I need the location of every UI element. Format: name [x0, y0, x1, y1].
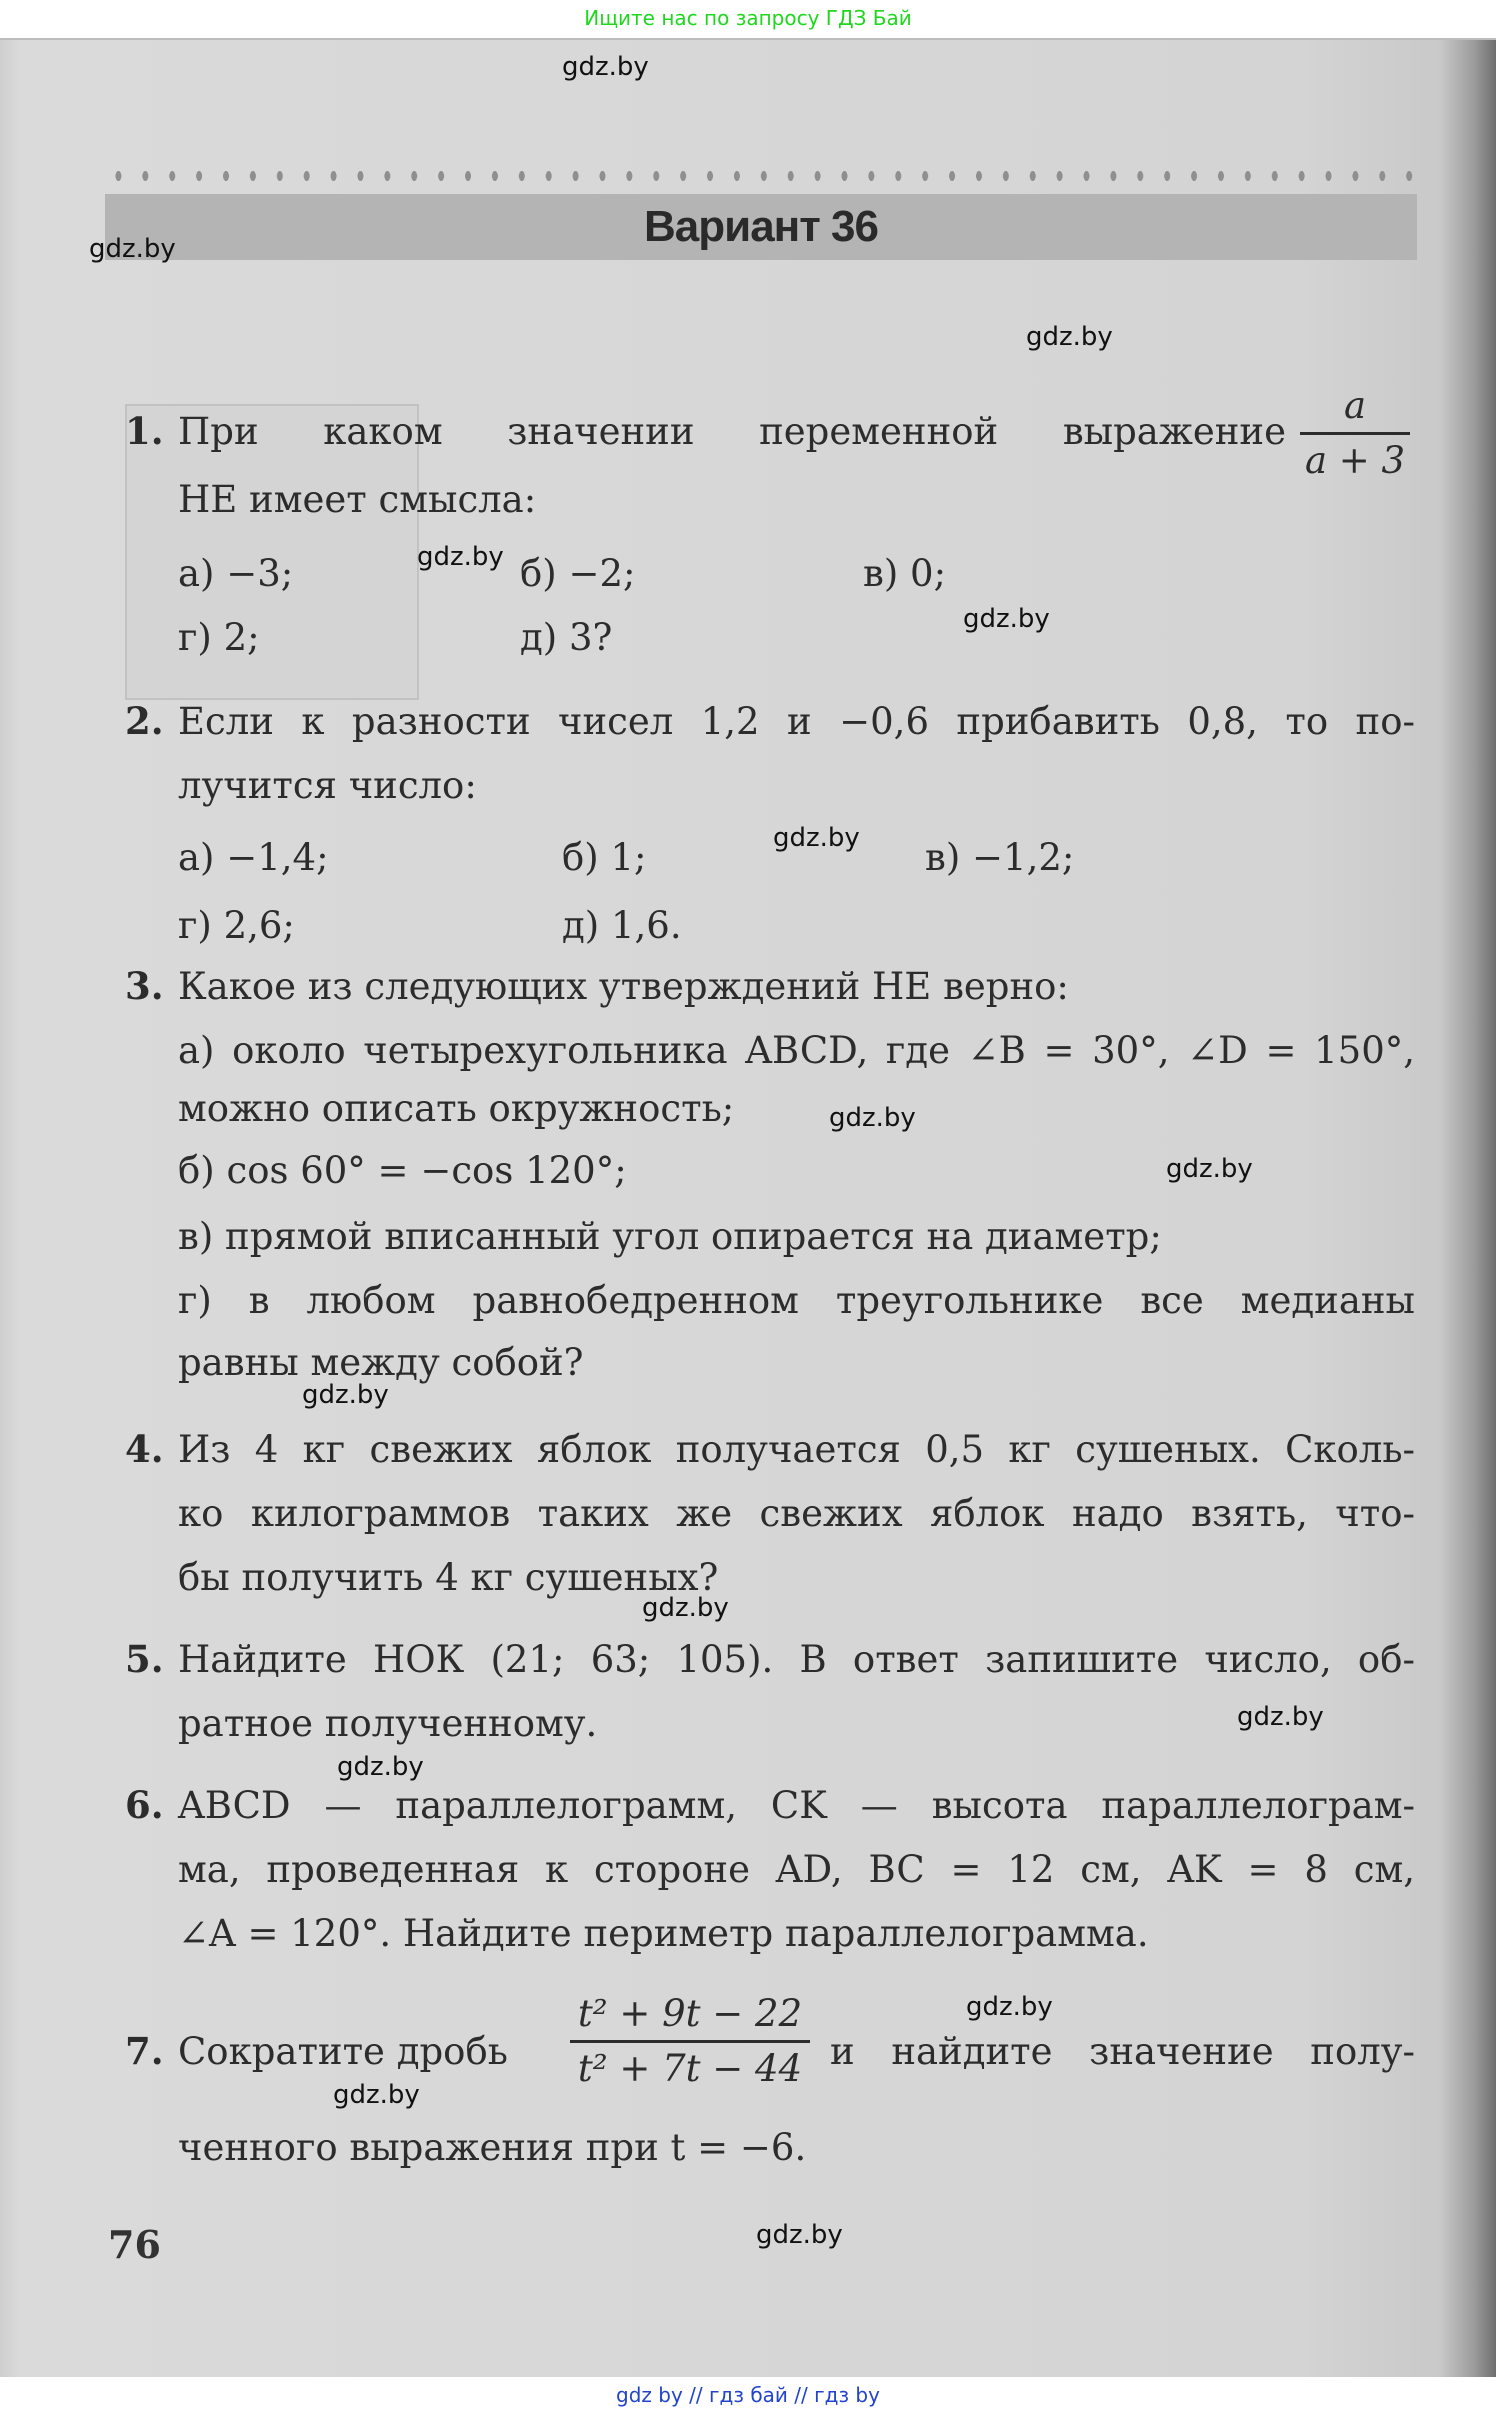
question-text: Из 4 кг свежих яблок получается 0,5 кг сушеных. Сколь-: [178, 1428, 1415, 1471]
watermark: gdz.by: [773, 823, 860, 853]
statement-v: в) прямой вписанный угол опирается на диаметр;: [178, 1215, 1162, 1258]
question-number: 2.: [125, 699, 164, 743]
statement-a: а) около четырехугольника ABCD, где ∠B = 30°, ∠D = 150°,: [178, 1029, 1415, 1072]
watermark: gdz.by: [1026, 322, 1113, 352]
question-text: Если к разности чисел 1,2 и −0,6 прибавить 0,8, то по-: [178, 700, 1415, 743]
statement-b: б) cos 60° = −cos 120°;: [178, 1149, 627, 1192]
heading-band: [105, 194, 1417, 260]
question-text: Найдите НОК (21; 63; 105). В ответ запишите число, об-: [178, 1638, 1415, 1681]
question-text: ма, проведенная к стороне AD, BC = 12 см, AK = 8 см,: [178, 1848, 1415, 1891]
option-g: г) 2,6;: [178, 904, 295, 947]
page-number: 76: [108, 2222, 161, 2267]
watermark: gdz.by: [89, 234, 176, 264]
watermark: gdz.by: [337, 1752, 424, 1782]
fraction-bar: [570, 2040, 810, 2043]
option-a: а) −1,4;: [178, 836, 329, 879]
watermark: gdz.by: [966, 1992, 1053, 2022]
watermark: gdz.by: [642, 1593, 729, 1623]
watermark: gdz.by: [302, 1380, 389, 1410]
watermark: gdz.by: [756, 2220, 843, 2250]
question-number: 6.: [125, 1783, 164, 1827]
question-text: ABCD — параллелограмм, CK — высота параллелограм-: [178, 1784, 1415, 1827]
watermark: gdz.by: [417, 542, 504, 572]
option-v: в) −1,2;: [925, 836, 1075, 879]
option-a: а) −3;: [178, 552, 294, 595]
statement-g-cont: равны между собой?: [178, 1341, 584, 1384]
statement-g: г) в любом равнобедренном треугольнике все медианы: [178, 1279, 1415, 1322]
fraction-numerator: t² + 9t − 22: [577, 1992, 803, 2035]
question-text: ратное полученному.: [178, 1702, 598, 1745]
watermark: gdz.by: [333, 2080, 420, 2110]
watermark: gdz.by: [1166, 1154, 1253, 1184]
option-b: б) 1;: [562, 836, 647, 879]
question-text: ко килограммов таких же свежих яблок надо взять, что-: [178, 1492, 1415, 1535]
option-d: д) 3?: [520, 616, 613, 659]
question-text: ∠A = 120°. Найдите периметр параллелограмма.: [178, 1912, 1149, 1955]
option-d: д) 1,6.: [562, 904, 682, 947]
question-number: 3.: [125, 964, 164, 1008]
question-number: 1.: [125, 409, 164, 453]
question-text: Сократите дробь: [178, 2030, 508, 2073]
page-title: Вариант 36: [644, 202, 878, 251]
watermark: gdz.by: [963, 604, 1050, 634]
question-text: ченного выражения при t = −6.: [178, 2126, 807, 2169]
question-number: 7.: [125, 2029, 164, 2073]
fraction-bar: [1300, 432, 1410, 435]
watermark: gdz.by: [1237, 1702, 1324, 1732]
question-number: 4.: [125, 1427, 164, 1471]
question-text: бы получить 4 кг сушеных?: [178, 1556, 719, 1599]
question-text: лучится число:: [178, 764, 477, 807]
fraction-denominator: t² + 7t − 44: [577, 2047, 803, 2090]
question-text: Какое из следующих утверждений НЕ верно:: [178, 965, 1069, 1008]
question-text: и найдите значение полу-: [830, 2030, 1415, 2073]
watermark: gdz.by: [562, 52, 649, 82]
fraction-numerator: a: [1343, 384, 1367, 427]
question-number: 5.: [125, 1637, 164, 1681]
top-banner: Ищите нас по запросу ГДЗ Бай: [584, 6, 912, 30]
fraction-q7: [570, 1990, 810, 2093]
dotted-divider: [105, 168, 1417, 184]
question-text: НЕ имеет смысла:: [178, 478, 537, 521]
question-text: При каком значении переменной выражение: [178, 410, 1286, 453]
watermark: gdz.by: [829, 1103, 916, 1133]
fraction-denominator: a + 3: [1304, 439, 1406, 482]
fraction-q1: [1300, 382, 1410, 485]
statement-a-cont: можно описать окружность;: [178, 1087, 735, 1130]
option-g: г) 2;: [178, 616, 260, 659]
option-b: б) −2;: [520, 552, 636, 595]
bottom-banner: gdz by // гдз бай // гдз by: [616, 2383, 880, 2407]
option-v: в) 0;: [863, 552, 947, 595]
